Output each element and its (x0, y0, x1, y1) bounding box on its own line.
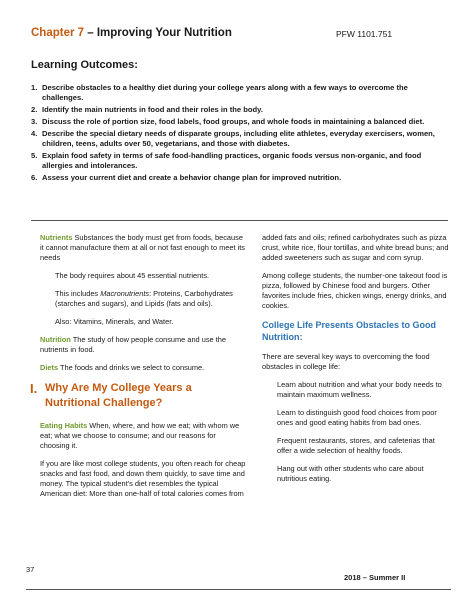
footer-term: 2018 – Summer II (344, 573, 406, 582)
outcome-text: Identify the main nutrients in food and their roles in the body. (42, 105, 263, 114)
eating-habits-definition (40, 421, 246, 451)
course-code: PFW 1101.751 (336, 29, 393, 39)
outcome-item (31, 105, 451, 115)
section-title: Why Are My College Years a Nutritional Challenge? (45, 382, 192, 409)
learning-outcomes-list (31, 83, 451, 185)
college-diet-paragraph: If you are like most college students, you often reach for cheap snacks and fast food, and down them quickly, to save time and money. The typical student’s diet resembles the typical American diet: More than one-half of total calories comes from (40, 459, 246, 498)
chapter-title (31, 27, 232, 39)
term-eating-habits: Eating Habits (40, 421, 88, 430)
section-divider (31, 220, 448, 221)
nutrition-definition (40, 335, 246, 355)
outcome-item (31, 83, 451, 103)
outcome-number: 2. (31, 105, 38, 114)
outcome-text: Explain food safety in terms of safe food-handling practices, organic foods versus non-organic, and food allergies and intolerances. (42, 151, 422, 170)
nutrients-definition (40, 233, 246, 263)
also-note: Also: Vitamins, Minerals, and Water. (55, 317, 174, 326)
nutrients-def-text: Substances the body must get from foods, because it cannot manufacture them at all or not fast enough to meet its needs (40, 233, 246, 262)
outcome-text: Discuss the role of portion size, food labels, food groups, and whole foods in maintaining a balanced diet. (42, 117, 425, 126)
outcome-item (31, 151, 451, 171)
tip-item: Hang out with other students who care about nutritious eating. (277, 464, 424, 483)
macronutrients-note (40, 289, 246, 309)
left-column (30, 233, 246, 507)
learning-outcomes-heading: Learning Outcomes: (31, 59, 138, 71)
diets-def-text: The foods and drinks we select to consume. (58, 363, 205, 372)
outcome-number: 3. (31, 117, 38, 126)
outcome-number: 4. (31, 129, 38, 138)
outcome-number: 1. (31, 83, 38, 92)
tip-item: Learn about nutrition and what your body needs to maintain maximum wellness. (277, 380, 442, 399)
essential-nutrients-note: The body requires about 45 essential nutrients. (55, 271, 210, 280)
chapter-number: Chapter 7 (31, 27, 85, 39)
obstacles-subheading: College Life Presents Obstacles to Good Nutrition: (262, 320, 437, 342)
macro-term: Macronutrients (100, 289, 150, 298)
outcome-text: Assess your current diet and create a behavior change plan for improved nutrition. (42, 173, 342, 182)
section-heading (30, 381, 246, 411)
outcome-item (31, 173, 451, 183)
footer-rule (26, 589, 451, 590)
obstacles-intro: There are several key ways to overcoming the food obstacles in college life: (262, 352, 430, 371)
term-nutrients: Nutrients (40, 233, 73, 242)
macro-prefix: This includes (55, 289, 101, 298)
term-diets: Diets (40, 363, 59, 372)
diets-definition (40, 363, 246, 373)
outcome-text: Describe the special dietary needs of disparate groups, including elite athletes, everyday exercisers, women, children, teens, adults over 50, vegetarians, and those with diabetes. (42, 129, 435, 148)
takeout-paragraph: Among college students, the number-one takeout food is pizza, followed by Chinese food and burgers. Other favorites include fries, chicken wings, energy drinks, and cookies. (262, 271, 448, 310)
outcome-text: Describe obstacles to a healthy diet during your college years along with a few ways to overcome the challenges. (42, 83, 408, 102)
outcome-item (31, 117, 451, 127)
macro-rest: : Proteins, Carbohydrates (starches and sugars), and Lipids (fats and oils). (55, 289, 233, 308)
chapter-name: Improving Your Nutrition (96, 27, 232, 39)
term-nutrition: Nutrition (40, 335, 71, 344)
title-dash: – (84, 27, 97, 39)
nutrition-def-text: The study of how people consume and use the nutrients in food. (40, 335, 226, 354)
page-number: 37 (26, 565, 35, 574)
outcome-item (31, 129, 451, 149)
tip-item: Learn to distinguish good food choices from poor ones and good eating habits from bad ones. (277, 408, 437, 427)
tip-item: Frequent restaurants, stores, and cafeterias that offer a wide selection of healthy foods. (277, 436, 435, 455)
eating-habits-def-text: When, where, and how we eat; with whom we eat; what we choose to consume; and our reasons for choosing it. (40, 421, 240, 450)
outcome-number: 5. (31, 151, 38, 160)
outcome-number: 6. (31, 173, 38, 182)
section-number: I. (30, 381, 38, 396)
right-column (262, 233, 450, 492)
continued-paragraph: added fats and oils; refined carbohydrates such as pizza crust, white rice, flour tortillas, and white bread buns; and added sweeteners such as sugar and corn syrup. (262, 233, 449, 262)
